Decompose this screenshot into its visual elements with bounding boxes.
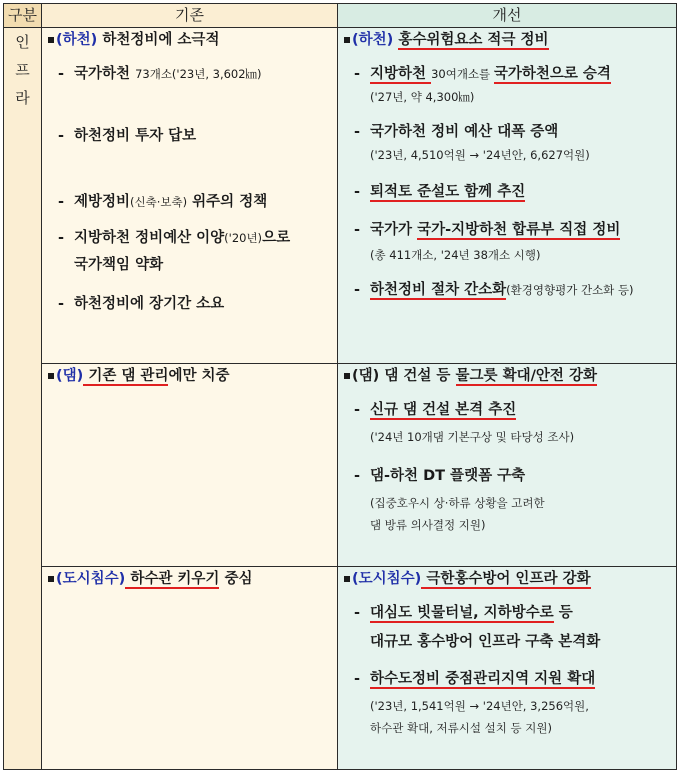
dam-existing-heading: (댐) 기존 댐 관리에만 치중 [42, 366, 337, 386]
river-improvement-note: ('23년, 4,510억원 → '24년안, 6,627억원) [370, 148, 590, 162]
river-existing-cell [42, 28, 338, 364]
river-improvement-note: (총 411개소, '24년 38개소 시행) [370, 248, 541, 262]
urban-improvement-heading: (도시침수) 극한홍수방어 인프라 강화 [338, 569, 676, 589]
dam-improvement-item: - 댐-하천 DT 플랫폼 구축 [354, 468, 526, 484]
river-existing-item: - 하천정비 투자 답보 [58, 128, 197, 144]
dam-improvement-cell [338, 364, 677, 567]
urban-row [4, 567, 677, 770]
urban-improvement-item: - 하수도정비 중점관리지역 지원 확대 [354, 671, 596, 687]
river-existing-item: - 지방하천 정비예산 이양('20년)으로 [58, 230, 291, 246]
urban-improvement-note: 하수관 확대, 저류시설 설치 등 지원) [370, 721, 552, 735]
river-improvement-item: - 국가가 국가-지방하천 합류부 직접 정비 [354, 222, 621, 238]
urban-improvement-item: - 대심도 빗물터널, 지하방수로 등 [354, 605, 573, 621]
category-char: 인 [15, 33, 30, 51]
river-improvement-heading: (하천) 홍수위험요소 적극 정비 [338, 30, 676, 50]
river-improvement-cell [338, 28, 677, 364]
category-char: 프 [15, 61, 30, 79]
river-existing-item: - 제방정비(신축·보축) 위주의 정책 [58, 194, 268, 210]
dam-existing-cell [42, 364, 338, 567]
river-improvement-item: - 퇴적토 준설도 함께 추진 [354, 184, 526, 200]
dam-improvement-item: - 신규 댐 건설 본격 추진 [354, 402, 517, 418]
river-improvement-item: - 하천정비 절차 간소화(환경영향평가 간소화 등) [354, 282, 634, 298]
river-existing-item: - 하천정비에 장기간 소요 [58, 296, 225, 312]
urban-existing-heading: (도시침수) 하수관 키우기 중심 [42, 569, 337, 589]
river-improvement-item: - 지방하천 30여개소를 국가하천으로 승격 [354, 66, 611, 82]
river-existing-item-cont: 국가책임 약화 [74, 257, 164, 273]
river-existing-heading: (하천) 하천정비에 소극적 [42, 30, 337, 50]
header-row [4, 4, 677, 28]
urban-improvement-note: ('23년, 1,541억원 → '24년안, 3,256억원, [370, 699, 589, 713]
comparison-table [3, 3, 677, 770]
river-improvement-note: ('27년, 약 4,300㎞) [370, 90, 475, 104]
header-category: 구분 [4, 4, 42, 28]
urban-improvement-cell [338, 567, 677, 770]
header-existing: 기존 [42, 4, 338, 28]
river-improvement-item: - 국가하천 정비 예산 대폭 증액 [354, 124, 559, 140]
header-improvement: 개선 [338, 4, 677, 28]
river-row [4, 28, 677, 364]
urban-existing-cell [42, 567, 338, 770]
dam-improvement-note: 댐 방류 의사결정 지원) [370, 518, 486, 532]
dam-improvement-heading: (댐) 댐 건설 등 물그릇 확대/안전 강화 [338, 366, 676, 386]
dam-improvement-note: ('24년 10개댐 기본구상 및 타당성 조사) [370, 430, 575, 444]
category-char: 라 [15, 89, 30, 107]
urban-improvement-item-cont: 대규모 홍수방어 인프라 구축 본격화 [370, 634, 601, 650]
category-infra [4, 28, 42, 770]
dam-row [4, 364, 677, 567]
river-existing-item: - 국가하천 73개소('23년, 3,602㎞) [58, 66, 262, 82]
dam-improvement-note: (집중호우시 상·하류 상황을 고려한 [370, 496, 545, 510]
